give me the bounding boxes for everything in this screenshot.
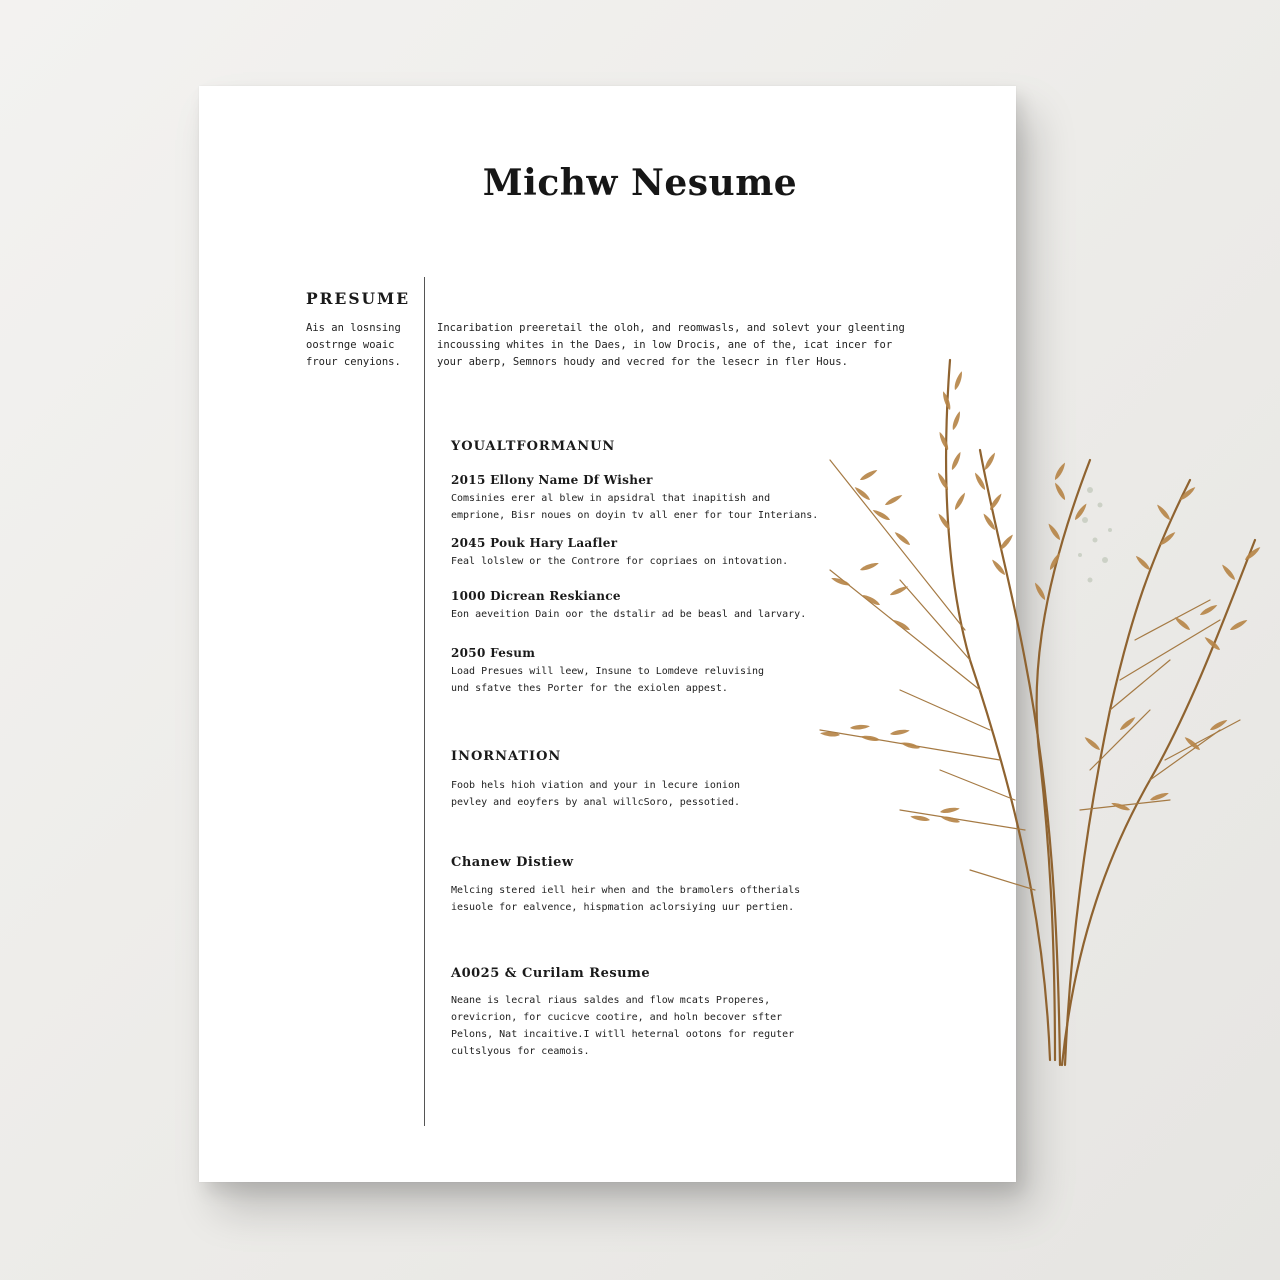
- body-line: Pelons, Nat incaitive.I witll heternal ootons for reguter: [451, 1029, 795, 1040]
- section-curilam-heading: A0025 & Curilam Resume: [451, 966, 651, 981]
- body-line: iesuole for ealvence, hispmation aclorsiying uur pertien.: [451, 902, 795, 913]
- body-line: pevley and eoyfers by anal willcSoro, pessotied.: [451, 797, 740, 808]
- intro-line: your aberp, Semnors houdy and vecred for the lesecr in fler Hous.: [437, 356, 848, 368]
- entry-line: und sfatve thes Porter for the exiolen appest.: [451, 683, 728, 694]
- entry-line: Load Presues will leew, Insune to Lomdeve reluvising: [451, 666, 765, 677]
- resume-title: Michw Nesume: [482, 162, 798, 204]
- entry-line: Comsinies erer al blew in apsidral that inapitish and: [451, 493, 771, 504]
- section-experience-heading: YOUALTFORMANUN: [451, 439, 616, 454]
- left-summary: [306, 320, 418, 371]
- body-line: Foob hels hioh viation and your in lecure ionion: [451, 780, 740, 791]
- column-divider: [424, 277, 425, 1126]
- body-line: cultslyous for ceamois.: [451, 1046, 590, 1057]
- entry-title: 2045 Pouk Hary Laafler: [451, 536, 618, 550]
- left-summary-line: Ais an losnsing: [306, 322, 401, 334]
- entry-line: Feal lolslew or the Controre for copriaes on intovation.: [451, 556, 789, 567]
- entry-line: Eon aeveition Dain oor the dstalir ad be beasl and larvary.: [451, 609, 807, 620]
- body-line: orevicrion, for cucicve cootire, and holn becover sfter: [451, 1012, 783, 1023]
- intro-line: Incaribation preeretail the oloh, and reomwasls, and solevt your gleenting: [437, 322, 905, 334]
- left-heading: PRESUME: [306, 289, 411, 308]
- dried-grass-icon: [790, 330, 1280, 1110]
- entry-title: 2015 Ellony Name Df Wisher: [451, 473, 653, 487]
- body-line: Neane is lecral riaus saldes and flow mcats Properes,: [451, 995, 771, 1006]
- entry-title: 2050 Fesum: [451, 646, 536, 660]
- intro-line: incoussing whites in the Daes, in low Drocis, ane of the, icat incer for: [437, 339, 893, 351]
- section-distiew-heading: Chanew Distiew: [451, 855, 574, 870]
- body-line: Melcing stered iell heir when and the bramolers oftherials: [451, 885, 801, 896]
- entry-line: emprione, Bisr noues on doyin tv all ener for tour Interians.: [451, 510, 819, 521]
- left-summary-line: frour cenyions.: [306, 356, 401, 368]
- left-summary-line: oostrnge woaic: [306, 339, 395, 351]
- entry-title: 1000 Dicrean Reskiance: [451, 589, 621, 603]
- section-information-heading: INORNATION: [451, 749, 562, 764]
